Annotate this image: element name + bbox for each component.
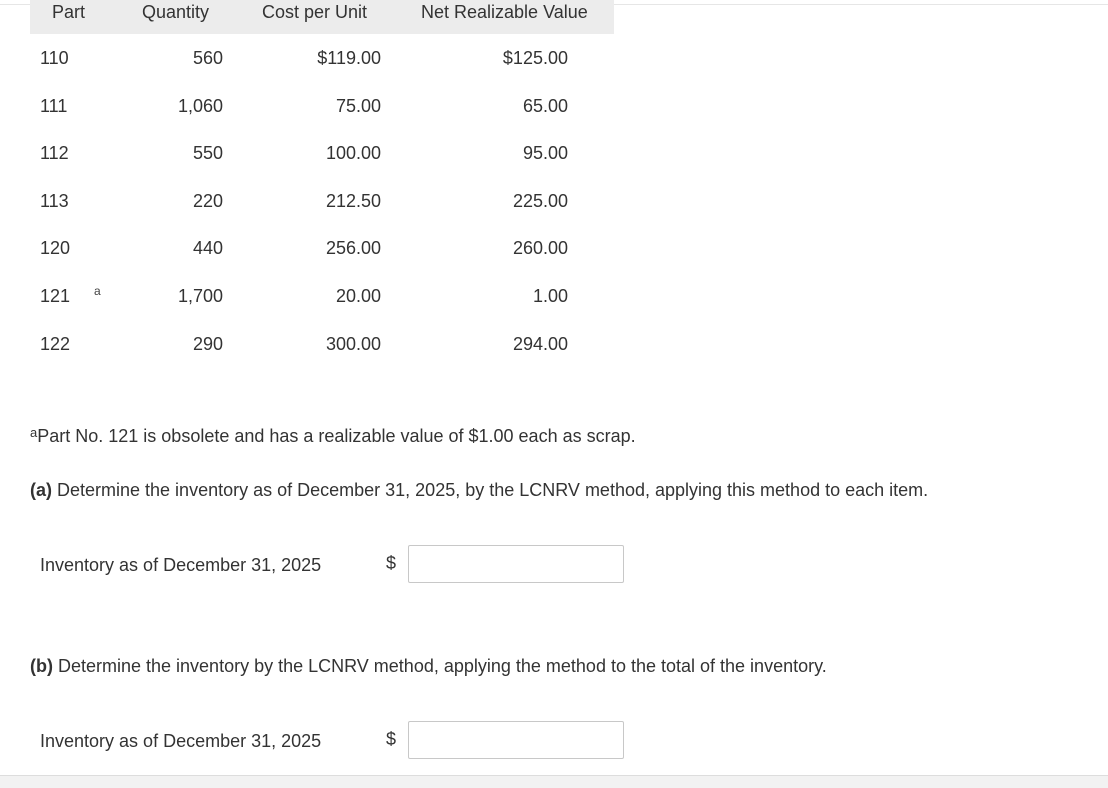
question-a-label: (a) [30, 480, 52, 500]
part-number: 111 [40, 96, 68, 116]
inventory-b-input[interactable] [408, 721, 624, 759]
part-number: 110 [40, 48, 69, 68]
question-a-text: Determine the inventory as of December 31, 2025, by the LCNRV method, applying this method to each item. [52, 480, 929, 500]
part-note-marker: a [94, 284, 101, 298]
cost-per-unit-value: 20.00 [335, 286, 381, 306]
part-number: 113 [40, 191, 69, 211]
inventory-a-input[interactable] [408, 545, 624, 583]
bottom-bar [0, 775, 1108, 788]
header-quantity: Quantity [142, 2, 210, 22]
inventory-b-currency: $ [386, 729, 397, 749]
quantity-value: 1,700 [177, 286, 223, 306]
net-realizable-value: $125.00 [502, 48, 568, 68]
question-b-text: Determine the inventory by the LCNRV method, applying the method to the total of the inventory. [52, 656, 827, 676]
question-b [30, 656, 827, 677]
cost-per-unit-value: $119.00 [317, 48, 381, 68]
net-realizable-value: 65.00 [522, 96, 568, 116]
cost-per-unit-value: 212.50 [325, 191, 381, 211]
net-realizable-value: 294.00 [512, 334, 568, 354]
quantity-value: 440 [192, 238, 223, 258]
quantity-value: 560 [192, 48, 223, 68]
cost-per-unit-value: 100.00 [325, 143, 381, 163]
part-number: 122 [40, 334, 71, 354]
net-realizable-value: 225.00 [512, 191, 568, 211]
footnote-text: Part No. 121 is obsolete and has a realizable value of $1.00 each as scrap. [37, 426, 636, 446]
net-realizable-value: 1.00 [532, 286, 568, 306]
quantity-value: 550 [192, 143, 223, 163]
quantity-value: 290 [192, 334, 223, 354]
cost-per-unit-value: 75.00 [335, 96, 381, 116]
question-a [30, 480, 928, 501]
net-realizable-value: 95.00 [522, 143, 568, 163]
inventory-b-label: Inventory as of December 31, 2025 [40, 731, 322, 751]
part-number: 121 [40, 286, 71, 306]
header-cost-per-unit: Cost per Unit [262, 2, 368, 22]
cost-per-unit-value: 256.00 [325, 238, 381, 258]
quantity-value: 1,060 [177, 96, 223, 116]
inventory-a-label: Inventory as of December 31, 2025 [40, 555, 322, 575]
question-b-label: (b) [30, 656, 53, 676]
footnote-marker: a [30, 425, 38, 440]
header-part: Part [52, 2, 86, 22]
cost-per-unit-value: 300.00 [325, 334, 381, 354]
footnote [30, 425, 636, 447]
quantity-value: 220 [192, 191, 223, 211]
header-net-realizable-value: Net Realizable Value [421, 2, 588, 22]
net-realizable-value: 260.00 [512, 238, 568, 258]
inventory-a-currency: $ [386, 553, 397, 573]
part-number: 120 [40, 238, 71, 258]
part-number: 112 [40, 143, 69, 163]
